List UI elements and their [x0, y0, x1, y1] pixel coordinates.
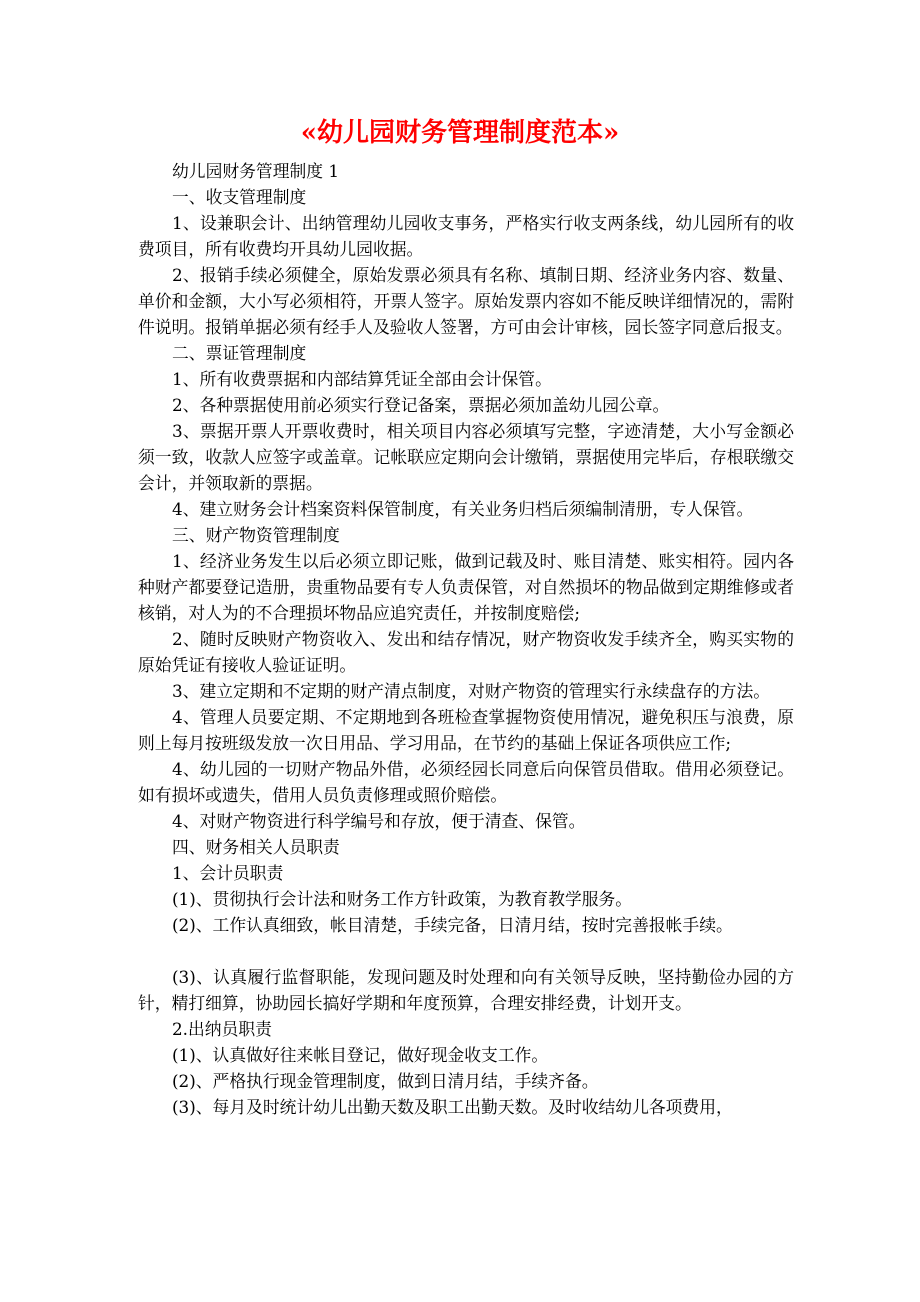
subsection-heading: 1、会计员职责 — [172, 863, 284, 883]
paragraph: (2)、严格执行现金管理制度，做到日清月结，手续齐备。 — [172, 1071, 599, 1091]
paragraph: (2)、工作认真细致，帐目清楚，手续完备，日清月结，按时完善报帐手续。 — [172, 915, 733, 935]
paragraph: 4、管理人员要定期、不定期地到各班检查掌握物资使用情况，避免积压与浪费，原则上每月按班级发放一次日用品、学习用品，在节约的基础上保证各项供应工作; — [138, 707, 794, 753]
document-body — [138, 158, 794, 1120]
paragraph: (1)、认真做好往来帐目登记，做好现金收支工作。 — [172, 1045, 549, 1065]
paragraph: 4、建立财务会计档案资料保管制度，有关业务归档后须编制清册，专人保管。 — [172, 499, 754, 519]
paragraph: 4、幼儿园的一切财产物品外借，必须经园长同意后向保管员借取。借用必须登记。如有损坏或遗失，借用人员负责修理或照价赔偿。 — [138, 759, 794, 805]
paragraph: 2、随时反映财产物资收入、发出和结存情况，财产物资收发手续齐全，购买实物的原始凭证有接收人验证证明。 — [138, 629, 794, 675]
paragraph: (3)、认真履行监督职能，发现问题及时处理和向有关领导反映，坚持勤俭办园的方针，精打细算，协助园长搞好学期和年度预算，合理安排经费，计划开支。 — [138, 967, 794, 1013]
section-heading: 三、财产物资管理制度 — [172, 525, 340, 545]
paragraph: (1)、贯彻执行会计法和财务工作方针政策，为教育教学服务。 — [172, 889, 633, 909]
section-heading: 二、票证管理制度 — [172, 343, 307, 363]
paragraph: 2、各种票据使用前必须实行登记备案，票据必须加盖幼儿园公章。 — [172, 395, 670, 415]
section-heading: 一、收支管理制度 — [172, 187, 307, 207]
subsection-heading: 2.出纳员职责 — [172, 1019, 272, 1039]
paragraph: 1、设兼职会计、出纳管理幼儿园收支事务，严格实行收支两条线，幼儿园所有的收费项目，所有收费均开具幼儿园收据。 — [138, 213, 794, 259]
paragraph: 1、经济业务发生以后必须立即记账，做到记载及时、账目清楚、账实相符。园内各种财产都要登记造册，贵重物品要有专人负责保管，对自然损坏的物品做到定期维修或者核销，对人为的不合理损坏物品应追究责任，并按制度赔偿; — [138, 551, 794, 623]
paragraph: 2、报销手续必须健全，原始发票必须具有名称、填制日期、经济业务内容、数量、单价和金额，大小写必须相符，开票人签字。原始发票内容如不能反映详细情况的，需附件说明。报销单据必须有经手人及验收人签署，方可由会计审核，园长签字同意后报支。 — [138, 265, 794, 337]
paragraph: 4、对财产物资进行科学编号和存放，便于清查、保管。 — [172, 811, 586, 831]
paragraph: 1、所有收费票据和内部结算凭证全部由会计保管。 — [172, 369, 552, 389]
paragraph: 3、票据开票人开票收费时，相关项目内容必须填写完整，字迹清楚，大小写金额必须一致，收款人应签字或盖章。记帐联应定期向会计缴销，票据使用完毕后，存根联缴交会计，并领取新的票据。 — [138, 421, 794, 493]
paragraph: (3)、每月及时统计幼儿出勤天数及职工出勤天数。及时收结幼儿各项费用， — [172, 1097, 733, 1117]
section-heading: 四、财务相关人员职责 — [172, 837, 340, 857]
paragraph: 3、建立定期和不定期的财产清点制度，对财产物资的管理实行永续盘存的方法。 — [172, 681, 771, 701]
paragraph: 幼儿园财务管理制度 1 — [172, 161, 340, 181]
document-title: «幼儿园财务管理制度范本» — [300, 118, 620, 148]
